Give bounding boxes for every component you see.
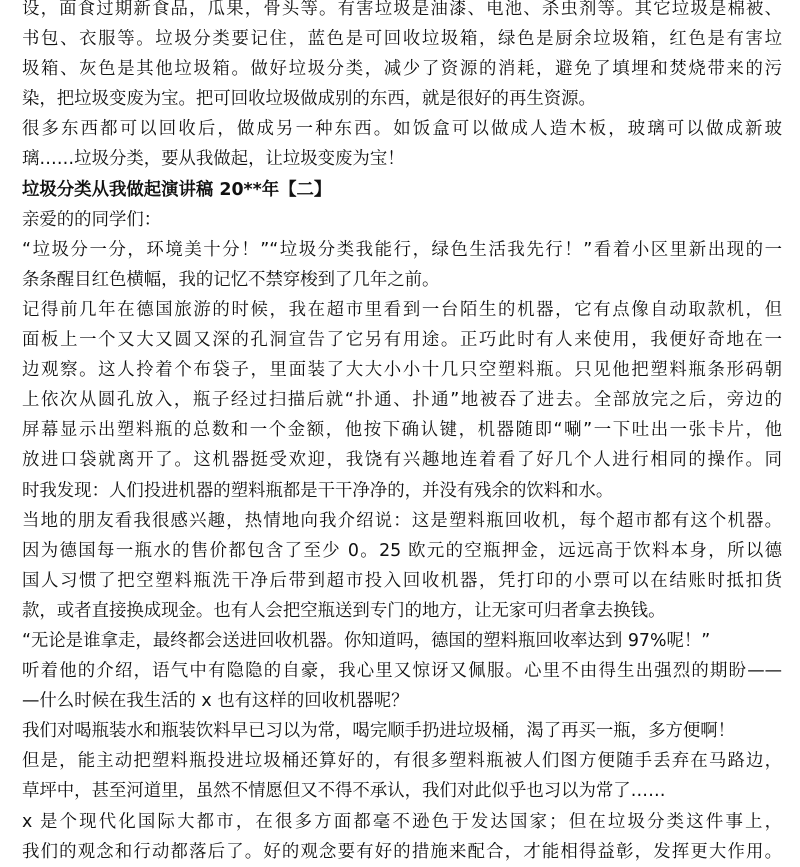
document-body (22, 0, 782, 867)
text-line: 听着他的介绍，语气中有隐隐的自豪，我心里又惊讶又佩服。心里不由得生出强烈的期盼—— (22, 661, 782, 682)
text-line: 亲爱的的同学们： (22, 209, 162, 230)
text-line: 草坪中，甚至河道里，虽然不情愿但又不得不承认，我们对此似乎也习以为常了…… (22, 781, 666, 802)
text-line: 我们对喝瓶装水和瓶装饮料早已习以为常，喝完顺手扔进垃圾桶，渴了再买一瓶，多方便啊！ (22, 721, 736, 742)
text-line: “垃圾分一分，环境美十分！”“垃圾分类我能行，绿色生活我先行！”看着小区里新出现的一 (22, 239, 782, 260)
text-line: 条条醒目红色横幅，我的记忆不禁穿梭到了几年之前。 (22, 269, 440, 290)
text-line: 当地的朋友看我很感兴趣，热情地向我介绍说：这是塑料瓶回收机，每个超市都有这个机器。 (22, 510, 782, 531)
text-line: 时我发现：人们投进机器的塑料瓶都是干干净净的，并没有残余的饮料和水。 (22, 480, 614, 501)
text-line: 圾箱、灰色是其他垃圾箱。做好垃圾分类，减少了资源的消耗，避免了填埋和焚烧带来的污 (22, 59, 782, 80)
text-line: 放进口袋就离开了。这机器挺受欢迎，我饶有兴趣地连着看了好几个人进行相同的操作。同 (22, 450, 782, 471)
text-line: 但是，能主动把塑料瓶投进垃圾桶还算好的，有很多塑料瓶被人们图方便随手丢弃在马路边， (22, 751, 782, 772)
text-line: 染，把垃圾变废为宝。把可回收垃圾做成别的东西，就是很好的再生资源。 (22, 89, 596, 110)
text-line: 璃……垃圾分类，要从我做起，让垃圾变废为宝！ (22, 149, 405, 170)
text-line: 设，面食过期新食品，瓜果，骨头等。有害垃圾是油漆、电池、杀虫剂等。其它垃圾是棉被、 (22, 0, 782, 19)
text-line: “无论是谁拿走，最终都会送进回收机器。你知道吗，德国的塑料瓶回收率达到 97%呢！” (22, 630, 711, 651)
text-line: 边观察。这人拎着个布袋子，里面装了大大小小十几只空塑料瓶。只见他把塑料瓶条形码朝 (22, 360, 782, 381)
text-line: 款，或者直接换成现金。也有人会把空瓶送到专门的地方，让无家可归者拿去换钱。 (22, 600, 666, 621)
text-line: —什么时候在我生活的 x 也有这样的回收机器呢？ (22, 691, 409, 712)
text-line: 面板上一个又大又圆又深的孔洞宣告了它另有用途。正巧此时有人来使用，我便好奇地在一 (22, 330, 782, 351)
text-line: 因为德国每一瓶水的售价都包含了至少 0。25 欧元的空瓶押金，远远高于饮料本身，所以德 (22, 540, 782, 561)
text-line: 书包、衣服等。垃圾分类要记住，蓝色是可回收垃圾箱，绿色是厨余垃圾箱，红色是有害垃 (22, 29, 782, 50)
text-line: 记得前几年在德国旅游的时候，我在超市里看到一台陌生的机器，它有点像自动取款机，但 (22, 299, 782, 320)
text-line: 上依次从圆孔放入，瓶子经过扫描后就“扑通、扑通”地被吞了进去。全部放完之后，旁边的 (22, 390, 782, 411)
text-line: x 是个现代化国际大都市，在很多方面都毫不逊色于发达国家；但在垃圾分类这件事上， (22, 811, 782, 832)
text-line: 国人习惯了把空塑料瓶洗干净后带到超市投入回收机器，凭打印的小票可以在结账时抵扣货 (22, 570, 782, 591)
text-line: 我们的观念和行动都落后了。好的观念要有好的措施来配合，才能相得益彰，发挥更大作用。 (22, 841, 782, 862)
section-heading: 垃圾分类从我做起演讲稿 20**年【二】 (22, 179, 332, 200)
text-line: 很多东西都可以回收后，做成另一种东西。如饭盒可以做成人造木板，玻璃可以做成新玻 (22, 119, 782, 140)
text-line: 屏幕显示出塑料瓶的总数和一个金额，他按下确认键，机器随即“唰”一下吐出一张卡片，他 (22, 420, 782, 441)
